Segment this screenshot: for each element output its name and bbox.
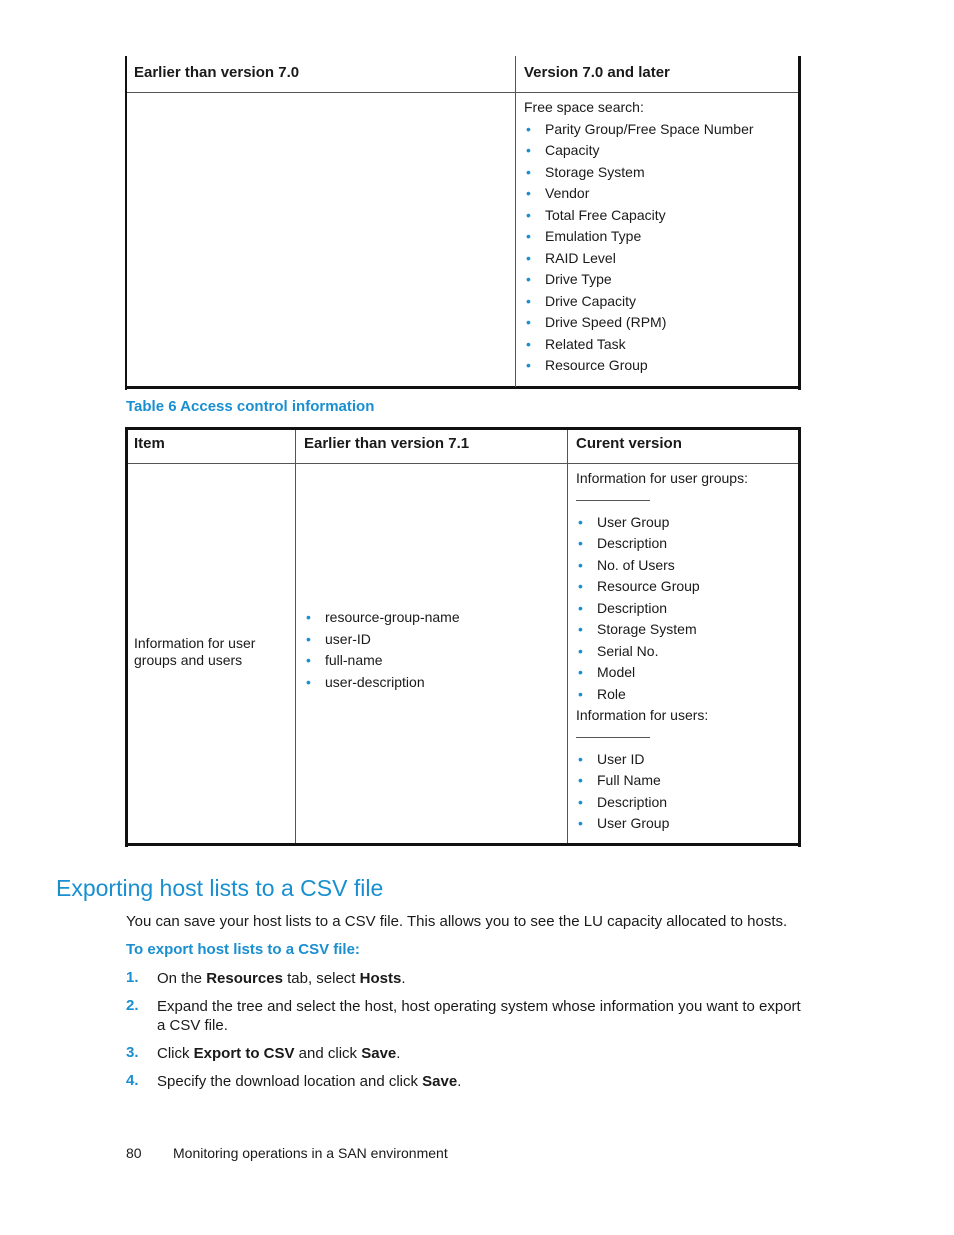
groups-list [576,512,794,706]
list-item: • Description [576,598,794,620]
list-item: • Role [576,684,794,706]
separator-line [576,737,650,738]
earlier-list [304,607,559,693]
procedure-title: To export host lists to a CSV file: [126,941,360,958]
step-number: 2. [126,997,139,1014]
list-item: • Emulation Type [524,226,794,248]
list-item: • User Group [576,512,794,534]
table2-header-item: Item [134,435,165,452]
list-item: • RAID Level [524,248,794,270]
groups-intro: Information for user groups: [576,470,748,486]
list-item: • No. of Users [576,555,794,577]
step-number: 3. [126,1044,139,1061]
list-item: • user-ID [304,629,559,651]
list-item: • Model [576,662,794,684]
step-text: On the Resources tab, select Hosts. [157,970,406,987]
step-text: Specify the download location and click Save. [157,1073,462,1090]
list-item: • Storage System [576,619,794,641]
item-cell: Information for user groups and users [134,635,256,668]
list-item: • User Group [576,813,794,835]
list-item: • resource-group-name [304,607,559,629]
list-item: • Resource Group [524,355,794,377]
list-item: • Drive Speed (RPM) [524,312,794,334]
list-item: • Storage System [524,162,794,184]
section-title: Exporting host lists to a CSV file [56,875,384,901]
list-item: • Full Name [576,770,794,792]
page-number: 80 [126,1145,142,1161]
table-caption: Table 6 Access control information [126,398,375,415]
list-item: • Drive Capacity [524,291,794,313]
table1-header-earlier: Earlier than version 7.0 [134,64,300,81]
list-item: • Drive Type [524,269,794,291]
table2-header-earlier: Earlier than version 7.1 [304,435,470,452]
list-item: • User ID [576,749,794,771]
list-item: • Resource Group [576,576,794,598]
users-intro: Information for users: [576,707,709,723]
users-list [576,749,794,835]
step-number: 4. [126,1072,139,1089]
list-item: • Serial No. [576,641,794,663]
step-number: 1. [126,969,139,986]
list-item: • Related Task [524,334,794,356]
footer-title: Monitoring operations in a SAN environment [173,1145,448,1161]
step-text: Expand the tree and select the host, host operating system whose information you want to export a CSV file. [157,998,801,1034]
step-text: Click Export to CSV and click Save. [157,1045,401,1062]
list-item: • user-description [304,672,559,694]
free-space-list [524,119,794,377]
table1-header-later: Version 7.0 and later [524,64,670,81]
list-item: • Parity Group/Free Space Number [524,119,794,141]
list-item: • Description [576,533,794,555]
table2-header-current: Curent version [576,435,682,452]
list-item: • Description [576,792,794,814]
list-item: • full-name [304,650,559,672]
section-intro: You can save your host lists to a CSV file. This allows you to see the LU capacity allocated to hosts. [126,913,788,930]
separator-line [576,500,650,501]
list-item: • Vendor [524,183,794,205]
list-item: • Capacity [524,140,794,162]
free-space-intro: Free space search: [524,99,644,115]
list-item: • Total Free Capacity [524,205,794,227]
